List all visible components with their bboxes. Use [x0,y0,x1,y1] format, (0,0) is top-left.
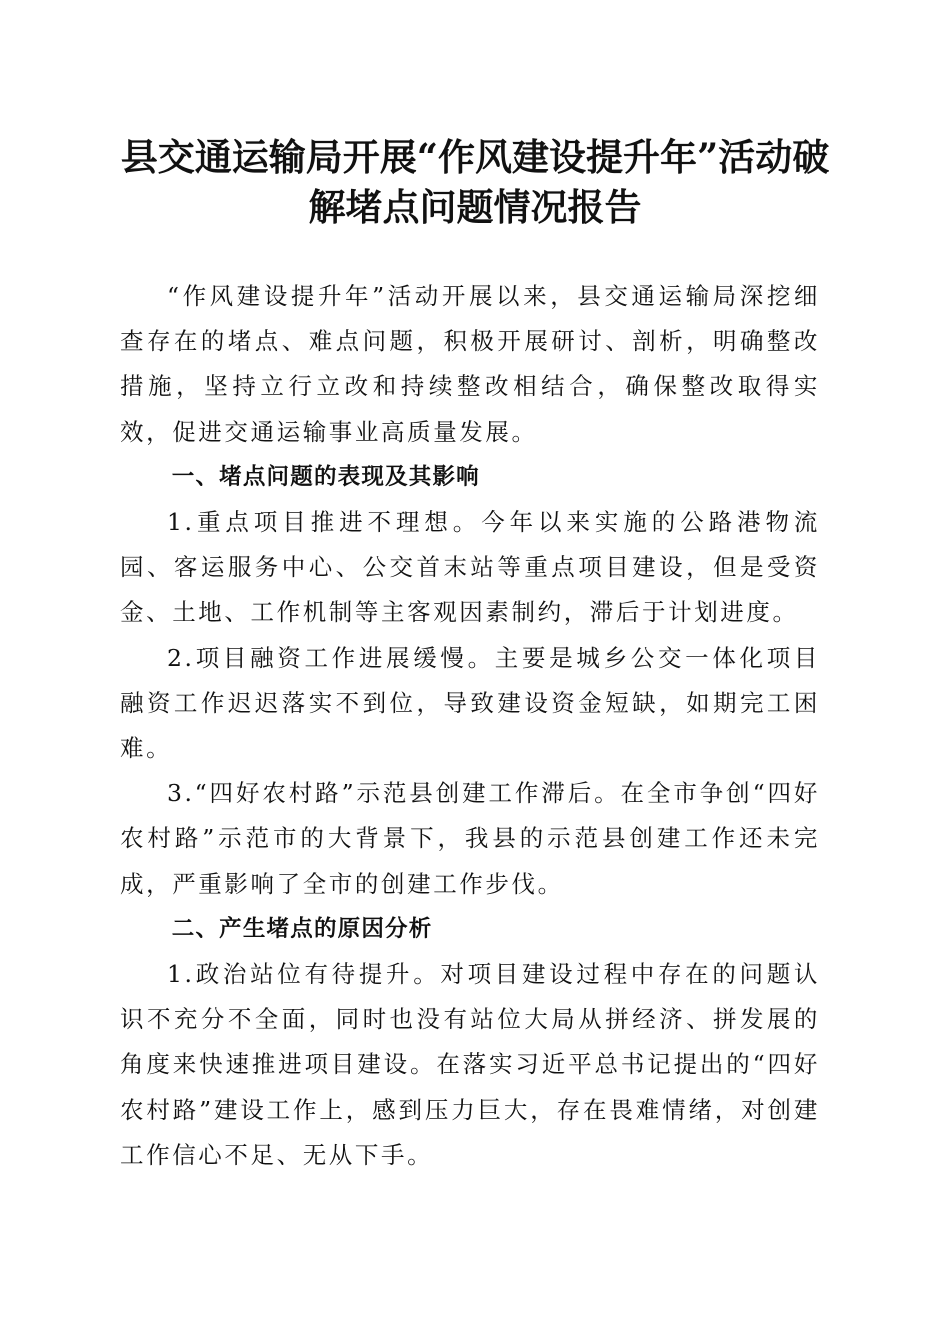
document-title [100,132,850,232]
section-1-heading: 一、堵点问题的表现及其影响 [171,463,480,490]
section-1-item-1: 1.重点项目推进不理想。今年以来实施的公路港物流园、客运服务中心、公交首末站等重点项目建设，但是受资金、土地、工作机制等主客观因素制约，滞后于计划进度。 [120,508,820,627]
section-1-item-3: 3.“四好农村路”示范县创建工作滞后。在全市争创“四好农村路”示范市的大背景下，我县的示范县创建工作还未完成，严重影响了全市的创建工作步伐。 [120,779,820,898]
intro-paragraph: “作风建设提升年”活动开展以来，县交通运输局深挖细查存在的堵点、难点问题，积极开展研讨、剖析，明确整改措施，坚持立行立改和持续整改相结合，确保整改取得实效，促进交通运输事业高质量发展。 [120,282,820,446]
section-1-item-2: 2.项目融资工作进展缓慢。主要是城乡公交一体化项目融资工作迟迟落实不到位，导致建设资金短缺，如期完工困难。 [120,643,820,763]
document-body [120,274,820,1178]
title-line-2: 解堵点问题情况报告 [308,185,642,229]
section-2-heading: 二、产生堵点的原因分析 [171,915,433,942]
section-2-item-1: 1.政治站位有待提升。对项目建设过程中存在的问题认识不充分不全面，同时也没有站位大局从拼经济、拼发展的角度来快速推进项目建设。在落实习近平总书记提出的“四好农村路”建设工作上，感到压力巨大，存在畏难情绪，对创建工作信心不足、无从下手。 [120,960,820,1169]
title-line-1: 县交通运输局开展“作风建设提升年”活动破 [120,135,830,179]
